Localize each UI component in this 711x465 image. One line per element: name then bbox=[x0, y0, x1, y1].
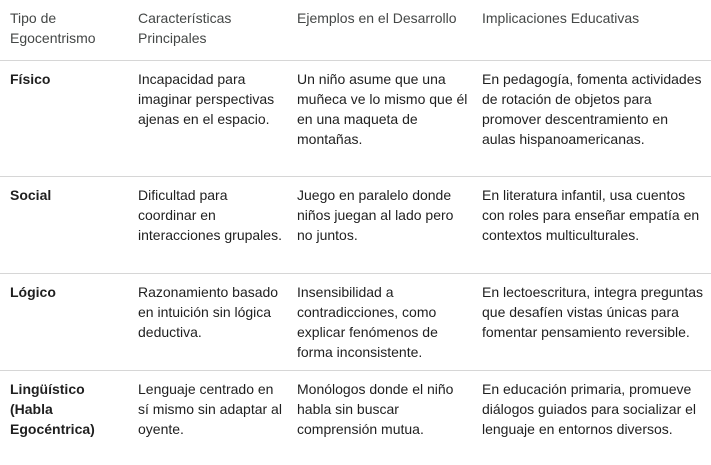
row-ejemplos: Monólogos donde el niño habla sin buscar comprensión mutua. bbox=[297, 381, 454, 437]
table-header-row bbox=[0, 0, 711, 61]
row-ejemplos: Un niño asume que una muñeca ve lo mismo que él en una maqueta de montañas. bbox=[297, 71, 468, 147]
header-caracteristicas: Características Principales bbox=[138, 10, 232, 46]
header-tipo: Tipo de Egocentrismo bbox=[10, 10, 96, 46]
row-tipo: Social bbox=[10, 187, 52, 203]
row-tipo: Lingüístico (Habla Egocéntrica) bbox=[10, 381, 95, 437]
header-ejemplos: Ejemplos en el Desarrollo bbox=[297, 10, 457, 26]
table-row bbox=[0, 177, 711, 274]
table-row bbox=[0, 61, 711, 177]
row-implicaciones: En pedagogía, fomenta actividades de rotación de objetos para promover descentramiento en aulas hispanoamericanas. bbox=[482, 71, 702, 147]
row-caracteristicas: Incapacidad para imaginar perspectivas ajenas en el espacio. bbox=[138, 71, 275, 127]
row-implicaciones: En literatura infantil, usa cuentos con roles para enseñar empatía en contextos multiculturales. bbox=[482, 187, 700, 243]
table-row bbox=[0, 274, 711, 371]
row-tipo: Lógico bbox=[10, 284, 56, 300]
header-implicaciones: Implicaciones Educativas bbox=[482, 10, 640, 26]
row-tipo: Físico bbox=[10, 71, 51, 87]
row-caracteristicas: Lenguaje centrado en sí mismo sin adaptar al oyente. bbox=[138, 381, 282, 437]
row-ejemplos: Juego en paralelo donde niños juegan al lado pero no juntos. bbox=[297, 187, 454, 243]
row-caracteristicas: Dificultad para coordinar en interacciones grupales. bbox=[138, 187, 282, 243]
row-caracteristicas: Razonamiento basado en intuición sin lógica deductiva. bbox=[138, 284, 279, 340]
row-implicaciones: En educación primaria, promueve diálogos guiados para socializar el lenguaje en entornos diversos. bbox=[482, 381, 697, 437]
row-implicaciones: En lectoescritura, integra preguntas que desafíen vistas únicas para fomentar pensamiento reversible. bbox=[482, 284, 704, 340]
row-ejemplos: Insensibilidad a contradicciones, como explicar fenómenos de forma inconsistente. bbox=[297, 284, 438, 360]
table-row bbox=[0, 371, 711, 465]
